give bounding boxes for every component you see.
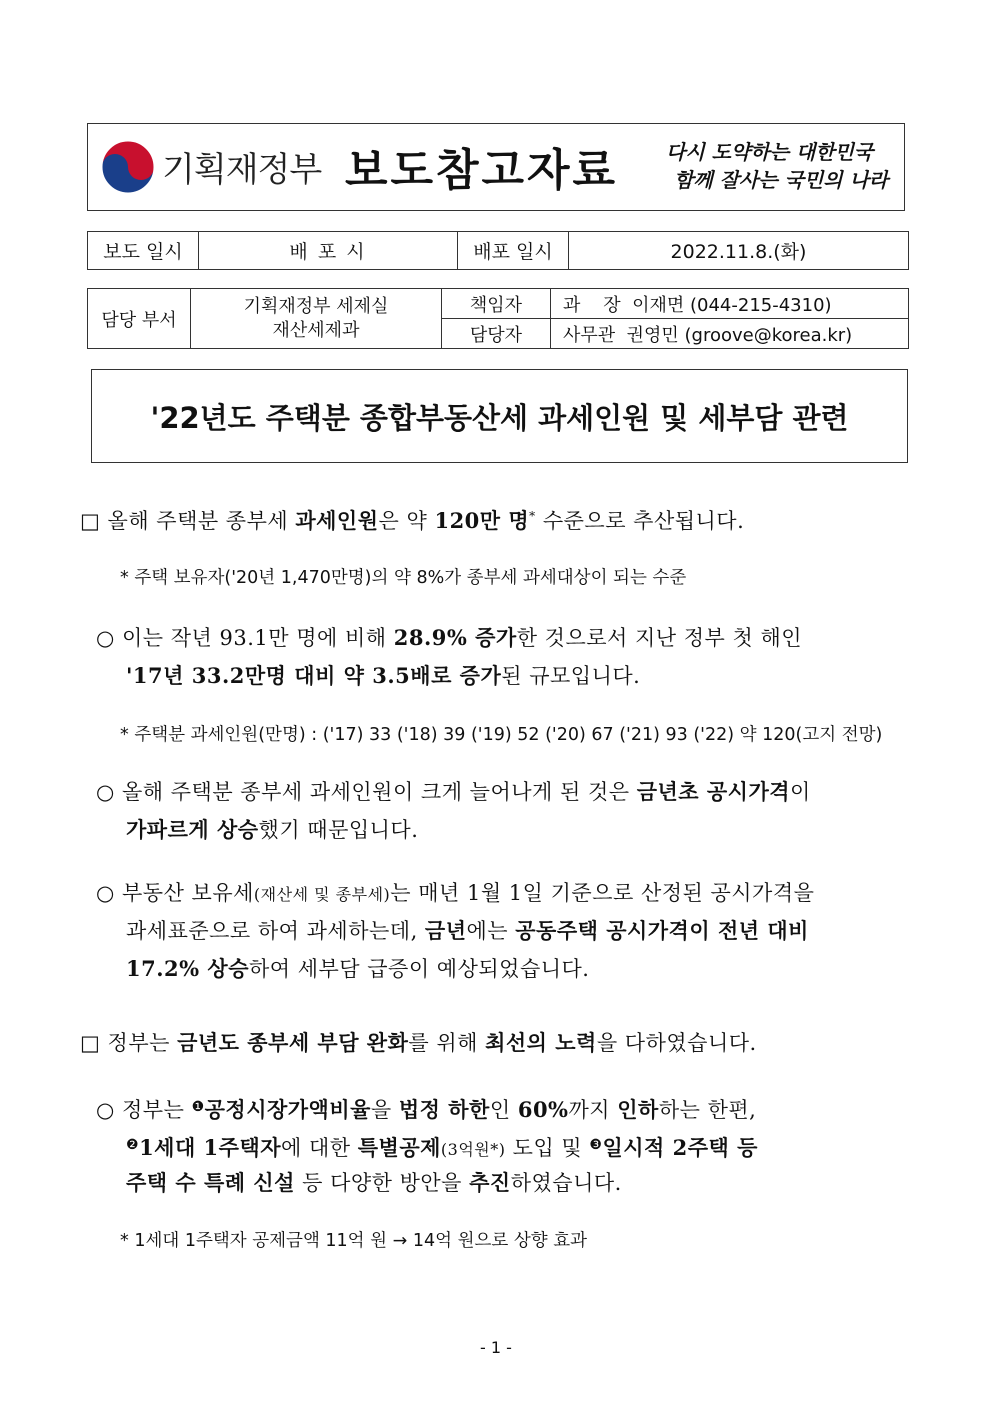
slogan-line-1: 다시 도약하는 대한민국 — [666, 140, 874, 164]
department-label: 담당 부서 — [88, 289, 191, 349]
role-staff-label: 담당자 — [442, 319, 551, 349]
distribution-label: 배포 일시 — [458, 232, 569, 270]
circle-bullet: ○ — [96, 881, 115, 905]
number-3-icon: ❸ — [589, 1137, 603, 1153]
distribution-date: 2022.11.8.(화) — [569, 232, 909, 270]
square-bullet: □ — [80, 1031, 101, 1055]
contact-table — [87, 288, 909, 349]
number-1-icon: ❶ — [191, 1099, 205, 1115]
release-info-table — [87, 231, 909, 270]
bullet-paragraph-4: ○ 정부는 $^❶$공정시장가액비율을 법정 하한인 60%까지 인하하는 한편, — [96, 1097, 757, 1122]
circle-bullet: ○ — [96, 626, 115, 650]
section-heading-1: □ 올해 주택분 종부세 과세인원은 약 120만 명* 수준으로 추산됩니다. — [80, 508, 745, 533]
circle-bullet: ○ — [96, 780, 115, 804]
ministry-name: 기획재정부 — [162, 150, 322, 190]
department-line-2: 재산세제과 — [272, 319, 360, 341]
number-2-icon: ❷ — [126, 1137, 140, 1153]
page-number: - 1 - — [480, 1338, 512, 1357]
bullet-paragraph-4-line-3: 주택 수 특례 신설 등 다양한 방안을 추진하였습니다. — [126, 1170, 622, 1195]
bullet-paragraph-1-line-2: '17년 33.2만명 대비 약 3.5배로 증가된 규모입니다. — [126, 663, 641, 688]
bullet-paragraph-2-line-2: 가파르게 상승했기 때문입니다. — [126, 817, 419, 842]
bullet-paragraph-4-line-2: $^❷$1세대 1주택자에 대한 특별공제(3억원*) 도입 및 $^❸$일시적 2주택 등 — [126, 1135, 758, 1160]
section-heading-2: □ 정부는 금년도 종부세 부담 완화를 위해 최선의 노력을 다하였습니다. — [80, 1030, 757, 1055]
document-type-title: 보도참고자료 — [345, 145, 619, 196]
bullet-paragraph-3: ○ 부동산 보유세(재산세 및 종부세)는 매년 1월 1일 기준으로 산정된 공시가격을 — [96, 881, 815, 905]
staff-contact: 사무관 권영민 (groove@korea.kr) — [551, 319, 909, 349]
square-bullet: □ — [80, 509, 101, 533]
footnote-3: * 1세대 1주택자 공제금액 11억 원 → 14억 원으로 상향 효과 — [120, 1231, 588, 1251]
department-name — [191, 289, 442, 349]
role-chief-label: 책임자 — [442, 289, 551, 319]
slogan — [666, 138, 896, 194]
bullet-paragraph-1: ○ 이는 작년 93.1만 명에 비해 28.9% 증가한 것으로서 지난 정부 첫 해인 — [96, 625, 803, 650]
bullet-paragraph-3-line-3: 17.2% 상승하여 세부담 급증이 예상되었습니다. — [126, 956, 590, 981]
government-logo-icon — [100, 139, 156, 195]
slogan-line-2: 함께 잘사는 국민의 나라 — [674, 168, 889, 192]
release-label: 보도 일시 — [88, 232, 199, 270]
release-value: 배 포 시 — [199, 232, 458, 270]
circle-bullet: ○ — [96, 1098, 115, 1122]
chief-contact: 과 장 이재면 (044-215-4310) — [551, 289, 909, 319]
bullet-paragraph-2: ○ 올해 주택분 종부세 과세인원이 크게 늘어나게 된 것은 금년초 공시가격이 — [96, 779, 811, 804]
department-line-1: 기획재정부 세제실 — [243, 295, 389, 317]
footnote-2: * 주택분 과세인원(만명) : ('17) 33 ('18) 39 ('19) 52 ('20) 67 ('21) 93 ('22) 약 120(고지 전망) — [120, 725, 883, 745]
footnote-1: * 주택 보유자('20년 1,470만명)의 약 8%가 종부세 과세대상이 되는 수준 — [120, 568, 687, 588]
press-title: '22년도 주택분 종합부동산세 과세인원 및 세부담 관련 — [91, 369, 908, 463]
bullet-paragraph-3-line-2: 과세표준으로 하여 과세하는데, 금년에는 공동주택 공시가격이 전년 대비 — [126, 918, 809, 943]
